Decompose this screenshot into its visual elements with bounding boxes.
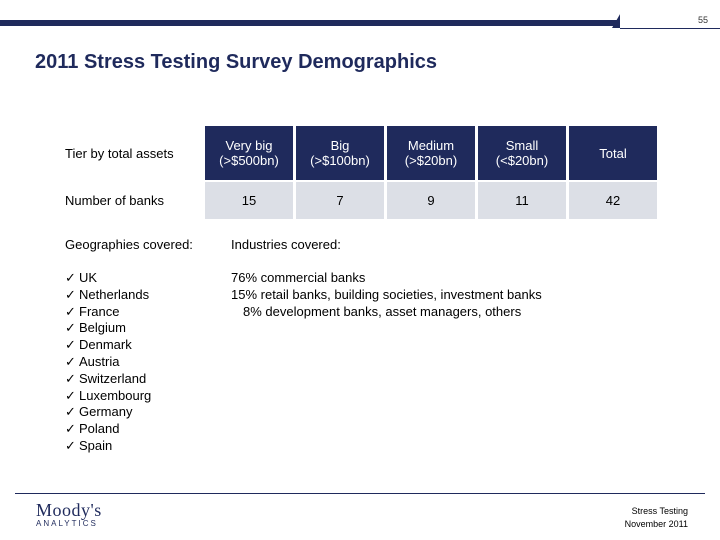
header-label: Tier by total assets xyxy=(59,126,202,180)
demographics-table xyxy=(59,126,657,219)
list-item: ✓ Germany xyxy=(65,404,133,420)
header-cell: Total xyxy=(569,126,657,180)
header-cell: Small (<$20bn) xyxy=(478,126,566,180)
list-item: ✓ UK xyxy=(65,270,98,285)
table-row xyxy=(59,182,657,219)
industries-title: Industries covered: xyxy=(231,237,341,252)
checkmark-icon: ✓ xyxy=(65,421,76,437)
checkmark-icon: ✓ xyxy=(65,437,76,453)
footer-rule xyxy=(15,493,705,494)
list-item: ✓ Switzerland xyxy=(65,370,147,386)
list-item: ✓ France xyxy=(65,303,120,319)
table-cell: 15 xyxy=(205,182,293,219)
checkmark-icon: ✓ xyxy=(65,337,76,353)
table-cell: 42 xyxy=(569,182,657,219)
checkmark-icon: ✓ xyxy=(65,303,76,319)
list-item: ✓ Luxembourg xyxy=(65,387,152,403)
table-header-row xyxy=(59,126,657,180)
header-cell: Big (>$100bn) xyxy=(296,126,384,180)
checkmark-icon: ✓ xyxy=(65,353,76,369)
table-cell: 7 xyxy=(296,182,384,219)
geographies-title: Geographies covered: xyxy=(65,237,193,252)
industry-line: 76% commercial banks xyxy=(231,270,366,285)
footer-line-1: Stress Testing xyxy=(631,506,688,516)
footer-info xyxy=(625,505,688,531)
list-item: ✓ Spain xyxy=(65,437,113,453)
industry-line: 8% development banks, asset managers, others xyxy=(243,303,522,319)
industries-list xyxy=(231,270,542,320)
row-label: Number of banks xyxy=(59,182,202,219)
header-cell: Medium (>$20bn) xyxy=(387,126,475,180)
page-title: 2011 Stress Testing Survey Demographics xyxy=(35,51,438,73)
geographies-list xyxy=(65,270,151,455)
table-cell: 9 xyxy=(387,182,475,219)
moodys-analytics-logo: Moody's ANALYTICS xyxy=(36,500,102,528)
footer-line-2: November 2011 xyxy=(624,519,688,529)
checkmark-icon: ✓ xyxy=(65,404,76,420)
list-item: ✓ Poland xyxy=(65,421,120,437)
top-rule xyxy=(0,20,622,26)
checkmark-icon: ✓ xyxy=(65,286,76,302)
checkmark-icon: ✓ xyxy=(65,320,76,336)
checkmark-icon: ✓ xyxy=(65,370,76,386)
header-cell: Very big (>$500bn) xyxy=(205,126,293,180)
list-item: ✓ Netherlands xyxy=(65,286,150,302)
page-number: 55 xyxy=(697,15,708,25)
checkmark-icon: ✓ xyxy=(65,270,76,285)
list-item: ✓ Austria xyxy=(65,353,120,369)
industry-line: 15% retail banks, building societies, investment banks xyxy=(231,286,542,302)
checkmark-icon: ✓ xyxy=(65,387,76,403)
table-cell: 11 xyxy=(478,182,566,219)
list-item: ✓ Belgium xyxy=(65,320,126,336)
list-item: ✓ Denmark xyxy=(65,337,132,353)
